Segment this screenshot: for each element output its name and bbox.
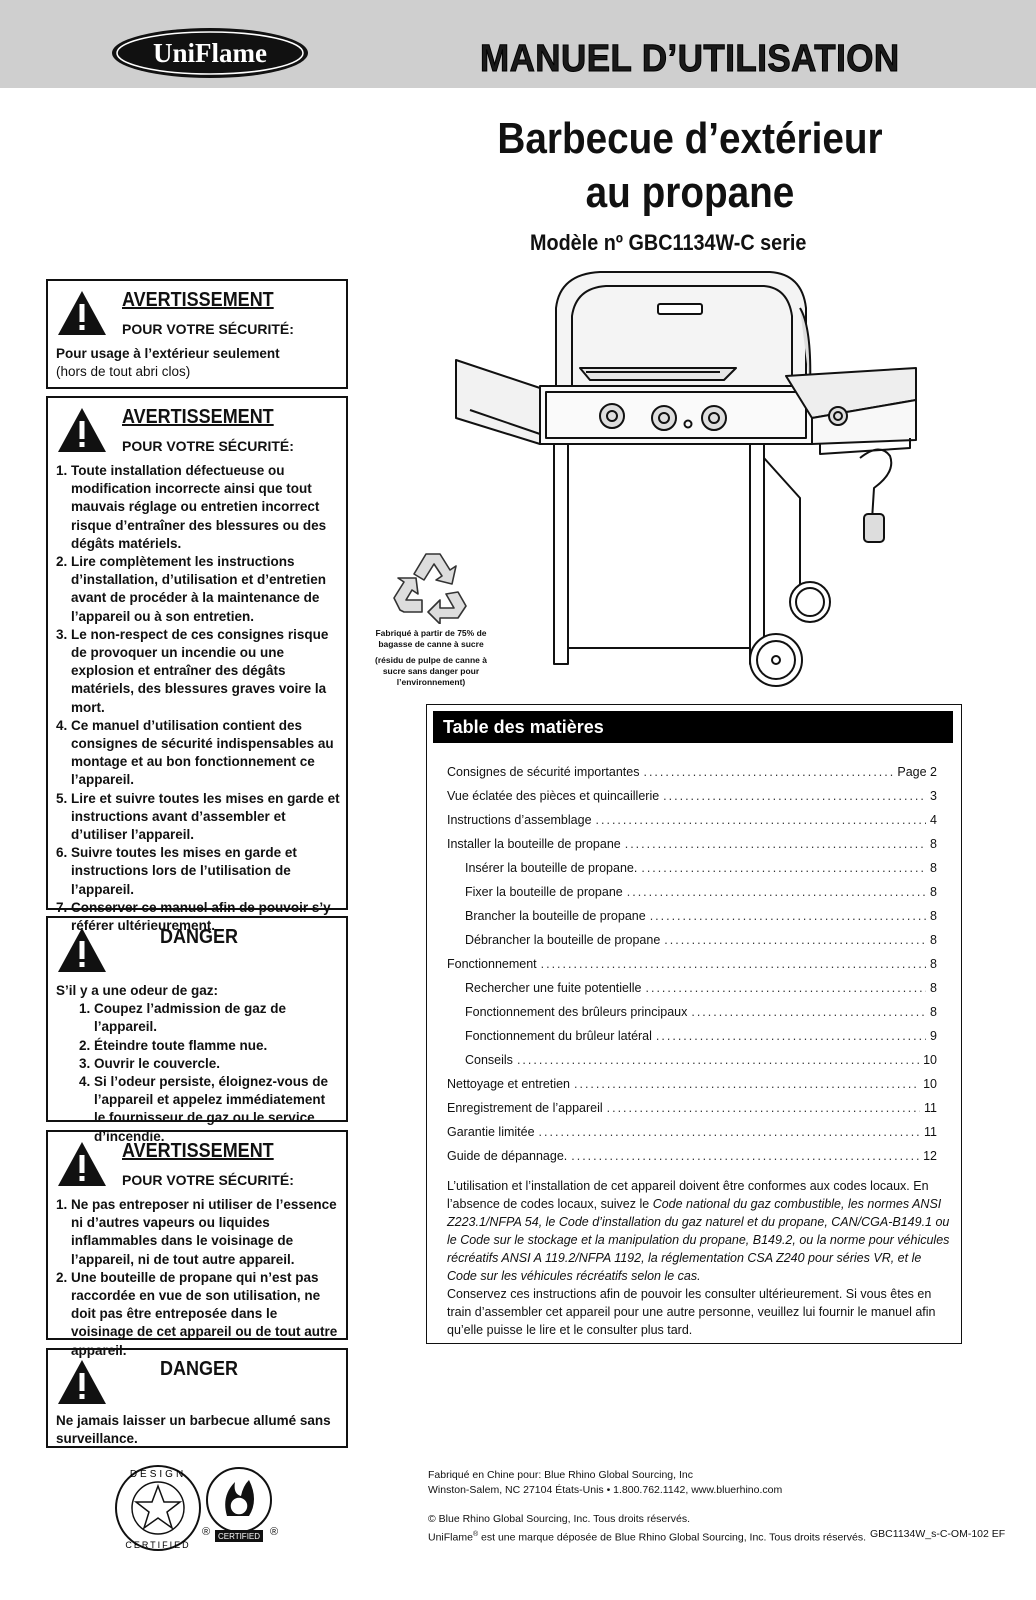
footer-trademark-line	[428, 1527, 866, 1546]
toc-entry-page: 8	[930, 1005, 937, 1019]
warning-line: Pour usage à l’extérieur seulement	[56, 346, 280, 361]
table-of-contents	[426, 704, 962, 1344]
warning-item: 3. Le non-respect de ces consignes risque de provoquer un incendie ou une explosion et entraîner des dégâts matériels, des blessures graves voire la mort.	[71, 626, 340, 717]
toc-entry-page: 8	[930, 981, 937, 995]
toc-entry-page: 9	[930, 1029, 937, 1043]
footer-address	[428, 1468, 782, 1498]
toc-entry-label: Brancher la bouteille de propane	[465, 909, 646, 923]
recycle-caption-line1: Fabriqué à partir de 75% de bagasse de canne à sucre	[375, 628, 487, 649]
toc-entry[interactable]	[447, 957, 937, 977]
danger-item: 1. Coupez l’admission de gaz de l’appareil.	[94, 1000, 340, 1036]
toc-entry[interactable]	[465, 861, 937, 881]
toc-entry-page: 8	[930, 957, 937, 971]
toc-entry-page: 3	[930, 789, 937, 803]
product-title	[470, 112, 910, 220]
model-number: Modèle nº GBC1134W-C serie	[530, 230, 807, 255]
toc-entry-label: Nettoyage et entretien	[447, 1077, 570, 1091]
toc-entry[interactable]	[465, 1053, 937, 1073]
toc-leader	[625, 837, 926, 851]
toc-leader	[607, 1101, 920, 1115]
toc-leader	[691, 1005, 926, 1019]
product-title-line2: au propane	[585, 168, 795, 217]
warning-subtitle: POUR VOTRE SÉCURITÉ:	[122, 321, 294, 337]
codes-paragraph-codes: Code national du gaz combustible, les normes ANSI Z223.1/NFPA 54, le Code d’installation du gaz naturel et du propane, CAN/CGA-B149.1 ou le Code sur le stockage et la manipulation du propane, B149.2, ou la norme pour véhicules récréatifs ANSI A 119.2/NFPA 1192, la réglementation CSA Z240 pour séries VR, et le Code sur les véhicules récréatifs selon le cas.	[447, 1197, 950, 1283]
warning-box-1	[46, 279, 348, 389]
toc-leader	[517, 1053, 919, 1067]
toc-entry-label: Vue éclatée des pièces et quincaillerie	[447, 789, 660, 803]
codes-paragraph-intro: L’utilisation et l’installation de cet appareil doivent être conformes aux codes locaux. En l’absence de codes locaux, suivez le	[447, 1179, 929, 1211]
footer-made-in: Fabriqué en Chine pour: Blue Rhino Global Sourcing, Inc	[428, 1469, 693, 1481]
toc-entry[interactable]	[465, 933, 937, 953]
toc-entry-page: Page 2	[897, 765, 937, 779]
design-certified-seal	[112, 1462, 204, 1554]
toc-entry-page: 4	[930, 813, 937, 827]
registered-mark: ®	[202, 1526, 211, 1538]
toc-entry-page: 11	[924, 1125, 937, 1139]
toc-entry[interactable]	[465, 981, 937, 1001]
uniflame-logo	[110, 26, 310, 80]
warning-subtitle: POUR VOTRE SÉCURITÉ:	[122, 438, 294, 454]
toc-leader	[596, 813, 927, 827]
toc-leader	[541, 957, 926, 971]
toc-entry[interactable]	[447, 789, 937, 809]
toc-entry-label: Garantie limitée	[447, 1125, 535, 1139]
toc-entry[interactable]	[447, 1125, 937, 1145]
warning-triangle-icon	[56, 406, 108, 454]
danger-title: DANGER	[160, 1358, 239, 1380]
danger-title: DANGER	[160, 926, 239, 948]
brand-text: UniFlame	[153, 38, 267, 68]
toc-leader	[574, 1077, 919, 1091]
warning-item: 5. Lire et suivre toutes les mises en garde et instructions avant d’assembler et d’utiliser l’appareil.	[71, 790, 340, 845]
footer-copyright	[428, 1512, 866, 1546]
danger-box-2	[46, 1348, 348, 1448]
toc-leader	[650, 909, 926, 923]
toc-entry-label: Conseils	[465, 1053, 513, 1067]
warning-item: 4. Ce manuel d’utilisation contient des consignes de sécurité indispensables au montage et au bon fonctionnement ce l’appareil.	[71, 717, 340, 790]
recycle-caption-line2: (résidu de pulpe de canne à sucre sans danger pour l’environnement)	[375, 655, 487, 687]
danger-body: Ne jamais laisser un barbecue allumé sans surveillance.	[56, 1413, 331, 1447]
warning-body	[56, 345, 340, 381]
toc-entry-page: 8	[930, 885, 937, 899]
danger-body	[56, 982, 340, 1146]
toc-entry-page: 8	[930, 933, 937, 947]
toc-entry-label: Fonctionnement du brûleur latéral	[465, 1029, 652, 1043]
warning-box-2	[46, 396, 348, 934]
toc-entry[interactable]	[465, 885, 937, 905]
toc-entry-page: 12	[923, 1149, 937, 1163]
keep-instructions-paragraph: Conservez ces instructions afin de pouvoir les consulter ultérieurement. Si vous êtes en train d’assembler cet appareil pour une autre personne, veuillez lui fournir le manuel afin qu’elle puisse le lire et le consulter plus tard.	[447, 1287, 936, 1337]
toc-entry-label: Fixer la bouteille de propane	[465, 885, 623, 899]
footer-trademark-text: est une marque déposée de Blue Rhino Global Sourcing, Inc. Tous droits réservés.	[478, 1531, 867, 1544]
toc-entry-label: Débrancher la bouteille de propane	[465, 933, 661, 947]
design-certified-bottom-text: CERTIFIED	[125, 1540, 191, 1550]
warning-item: 7. Conserver ce manuel afin de pouvoir s’y référer ultérieurement.	[71, 899, 340, 935]
toc-leader	[656, 1029, 926, 1043]
grill-illustration	[440, 268, 920, 698]
toc-heading: Table des matières	[433, 711, 953, 743]
toc-entry[interactable]	[465, 1029, 937, 1049]
warning-triangle-icon	[56, 926, 108, 974]
danger-intro: S’il y a une odeur de gaz:	[56, 983, 219, 998]
toc-entry[interactable]	[465, 1005, 937, 1025]
document-code: GBC1134W_s-C-OM-102 EF	[870, 1528, 1006, 1540]
toc-entry-label: Enregistrement de l’appareil	[447, 1101, 603, 1115]
toc-entry-label: Instructions d’assemblage	[447, 813, 592, 827]
toc-entry[interactable]	[447, 1101, 937, 1121]
toc-entry[interactable]	[447, 1149, 937, 1169]
toc-entry-label: Installer la bouteille de propane	[447, 837, 621, 851]
toc-leader	[664, 933, 926, 947]
product-title-line1: Barbecue d’extérieur	[497, 114, 883, 163]
toc-entry-page: 10	[923, 1077, 937, 1091]
toc-entry-label: Guide de dépannage.	[447, 1149, 568, 1163]
danger-item: 3. Ouvrir le couvercle.	[94, 1055, 340, 1073]
toc-leader	[641, 861, 926, 875]
toc-entry-page: 8	[930, 861, 937, 875]
toc-entry[interactable]	[447, 813, 937, 833]
toc-entry-label: Consignes de sécurité importantes	[447, 765, 640, 779]
csa-certified-seal	[205, 1466, 273, 1542]
toc-entry-page: 8	[930, 909, 937, 923]
toc-entry-label: Fonctionnement	[447, 957, 537, 971]
toc-entry[interactable]	[447, 1077, 937, 1097]
warning-title: AVERTISSEMENT	[122, 289, 274, 311]
toc-entry-label: Insérer la bouteille de propane.	[465, 861, 638, 875]
footer-contact: Winston-Salem, NC 27104 États-Unis • 1.800.762.1142, www.bluerhino.com	[428, 1484, 783, 1496]
toc-entry[interactable]	[465, 909, 937, 929]
toc-leader	[571, 1149, 919, 1163]
toc-entry-page: 10	[923, 1053, 937, 1067]
warning-line: (hors de tout abri clos)	[56, 364, 191, 380]
danger-box-1	[46, 916, 348, 1144]
manual-title: MANUEL D’UTILISATION	[480, 38, 900, 80]
design-certified-top-text: DESIGN	[129, 1469, 187, 1480]
warning-triangle-icon	[56, 1358, 108, 1406]
toc-entry[interactable]	[447, 837, 937, 857]
warning-item: 1. Ne pas entreposer ni utiliser de l’essence ni d’autres vapeurs ou liquides inflammables dans le voisinage de l’appareil, ni de tout autre appareil.	[71, 1196, 340, 1269]
danger-item: 2. Éteindre toute flamme nue.	[94, 1037, 340, 1055]
toc-leader	[646, 981, 927, 995]
danger-item: 4. Si l’odeur persiste, éloignez-vous de l’appareil et appelez immédiatement le fournisseur de gaz ou le service d’incendie.	[94, 1073, 340, 1146]
toc-leader	[663, 789, 926, 803]
toc-leader	[539, 1125, 920, 1139]
footer-trademark-brand: UniFlame	[428, 1531, 473, 1544]
toc-entry-page: 8	[930, 837, 937, 851]
warning-title: AVERTISSEMENT	[122, 406, 274, 428]
codes-paragraph	[447, 1177, 953, 1285]
toc-entry[interactable]	[447, 765, 937, 785]
registered-mark: ®	[472, 1531, 479, 1538]
warning-title: AVERTISSEMENT	[122, 1140, 274, 1162]
warning-triangle-icon	[56, 1140, 108, 1188]
registered-mark: ®	[270, 1526, 279, 1538]
warning-subtitle: POUR VOTRE SÉCURITÉ:	[122, 1172, 294, 1188]
toc-entry-label: Fonctionnement des brûleurs principaux	[465, 1005, 688, 1019]
warning-item: 2. Une bouteille de propane qui n’est pas raccordée en vue de son utilisation, ne doit pas être entreposée dans le voisinage de cet appareil ou de tout autre appareil.	[71, 1269, 340, 1360]
csa-certified-label: CERTIFIED	[217, 1532, 261, 1541]
footer-copyright-line: © Blue Rhino Global Sourcing, Inc. Tous droits réservés.	[428, 1513, 691, 1525]
warning-item: 2. Lire complètement les instructions d’installation, d’utilisation et d’entretien avant de procéder à la maintenance de l’appareil ou à son entretien.	[71, 553, 340, 626]
warning-item: 6. Suivre toutes les mises en garde et instructions lors de l’utilisation de l’appareil.	[71, 844, 340, 899]
warning-body	[56, 1196, 340, 1360]
warning-triangle-icon	[56, 289, 108, 337]
toc-entry-label: Rechercher une fuite potentielle	[465, 981, 642, 995]
toc-leader	[643, 765, 893, 779]
warning-box-3	[46, 1130, 348, 1358]
warning-item: 1. Toute installation défectueuse ou modification incorrecte ainsi que tout mauvais réglage ou entretien incorrect risque d’entraîner des blessures ou des dégâts matériels.	[71, 462, 340, 553]
warning-body	[56, 462, 340, 935]
toc-leader	[627, 885, 926, 899]
toc-entry-page: 11	[924, 1101, 937, 1115]
